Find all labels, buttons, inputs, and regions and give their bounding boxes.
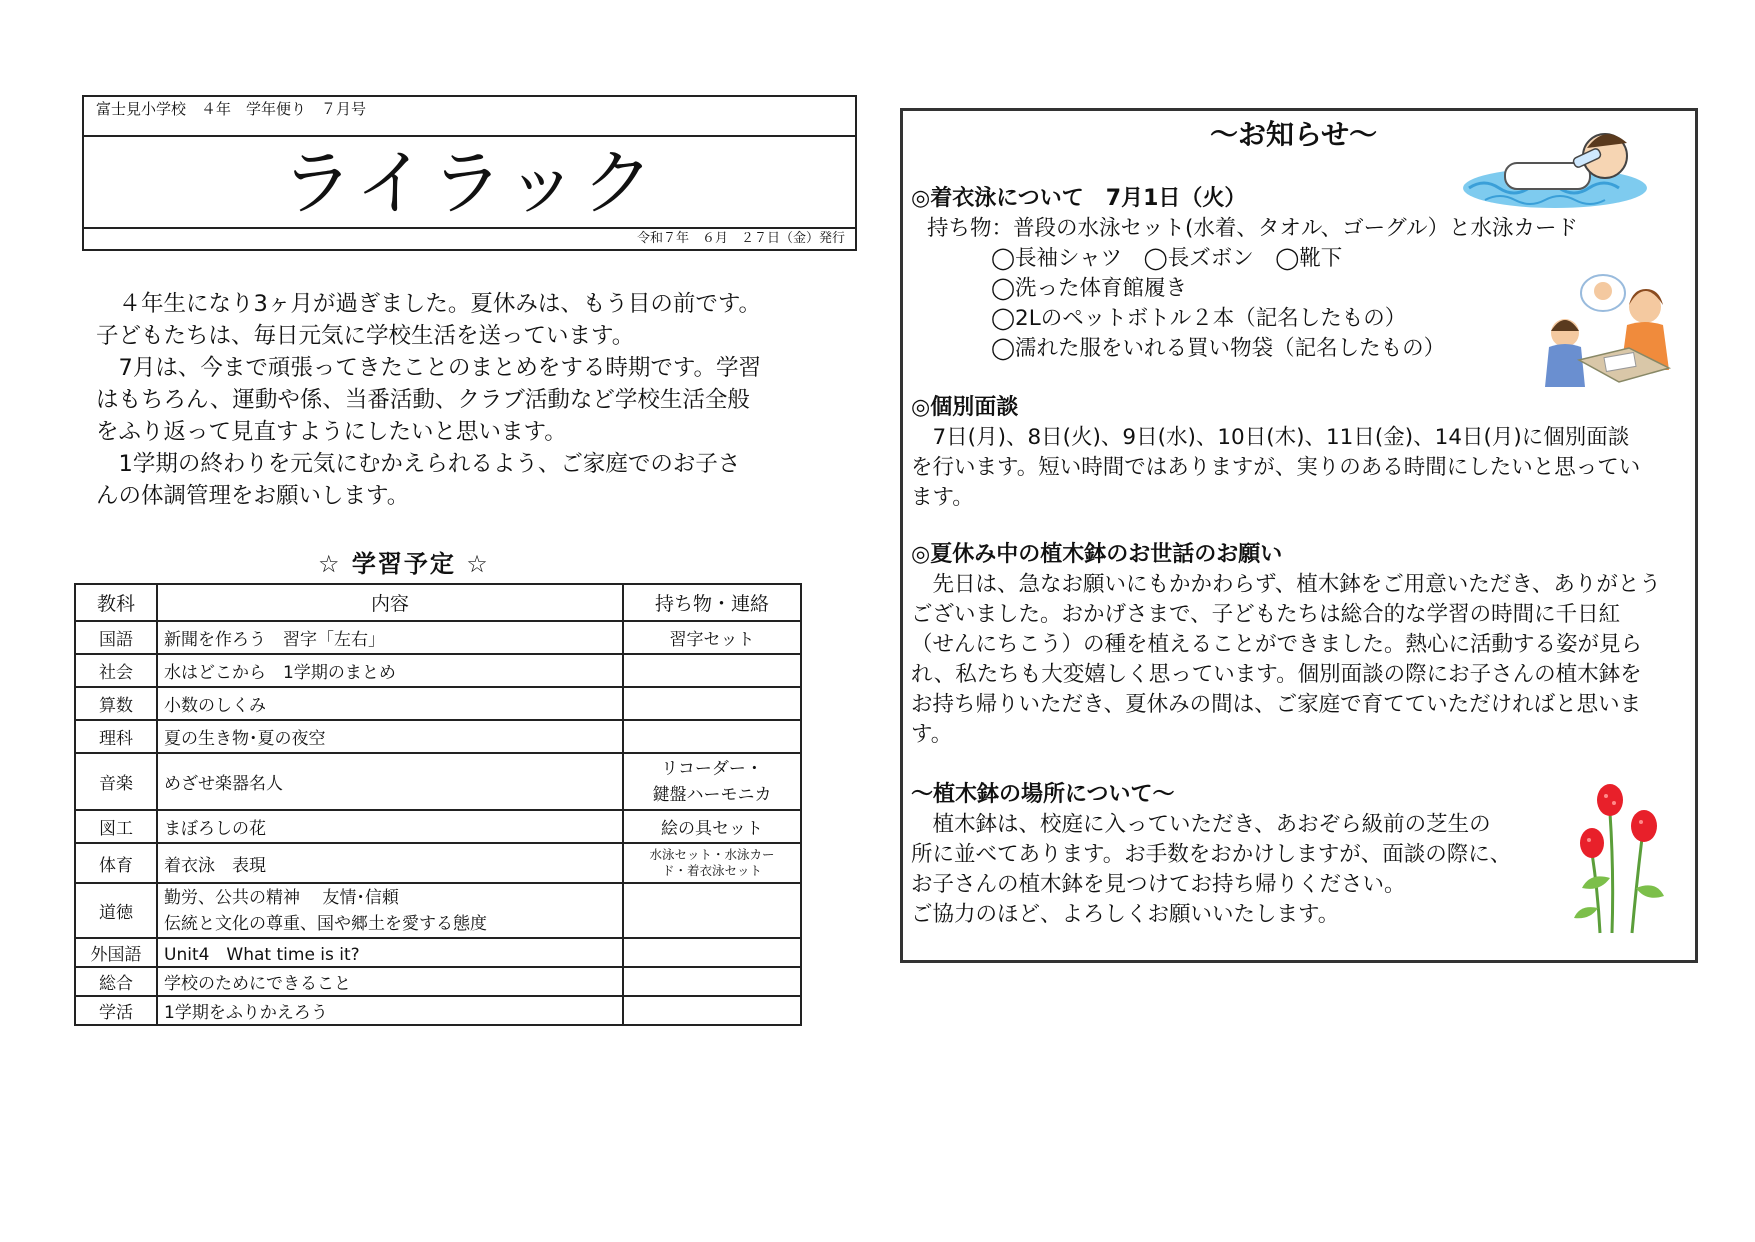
interview-heading: ◎個別面談 [911, 395, 1019, 420]
subject-cell: 外国語 [75, 938, 157, 967]
table-row [75, 967, 801, 996]
subject-cell: 音楽 [75, 753, 157, 810]
notices-title: ～お知らせ～ [1210, 118, 1378, 151]
subject-cell: 体育 [75, 843, 157, 883]
content-cell: まぼろしの花 [157, 810, 623, 843]
table-row [75, 687, 801, 720]
plants-line: お持ち帰りいただき、夏休みの間は、ご家庭で育てていただければと思いま [911, 692, 1642, 717]
location-section [911, 780, 1561, 930]
items-cell: 水泳セット・水泳カー ド・着衣泳セット [623, 843, 801, 883]
interview-line: を行います。短い時間ではありますが、実りのある時間にしたいと思ってい [911, 455, 1641, 480]
globe-amaranth-flower-illustration [1570, 778, 1675, 938]
table-row [75, 654, 801, 687]
newsletter-header [82, 95, 857, 251]
content-cell: めざせ楽器名人 [157, 753, 623, 810]
items-cell [623, 996, 801, 1025]
location-line: ご協力のほど、よろしくお願いいたします。 [911, 902, 1340, 927]
items-cell [623, 967, 801, 996]
plants-line: す。 [911, 722, 953, 747]
items-cell: 習字セット [623, 621, 801, 654]
header-subject: 教科 [75, 584, 157, 621]
swim-line: ◯長袖シャツ ◯長ズボン ◯靴下 [991, 246, 1343, 271]
table-row [75, 843, 801, 883]
intro-line: はもちろん、運動や係、当番活動、クラブ活動など学校生活全般 [96, 387, 750, 413]
location-line: お子さんの植木鉢を見つけてお持ち帰りください。 [911, 872, 1406, 897]
table-row [75, 883, 801, 938]
intro-line: んの体調管理をお願いします。 [96, 483, 410, 509]
newsletter-title: ライラック [84, 137, 855, 229]
swim-line: 持ち物：普段の水泳セット(水着、タオル、ゴーグル）と水泳カード [927, 216, 1579, 241]
table-row [75, 720, 801, 753]
content-cell: 勤労、公共の精神 友情･信頼 伝統と文化の尊重、国や郷土を愛する態度 [157, 883, 623, 938]
swim-line: ◯洗った体育館履き [991, 276, 1188, 301]
intro-line: 子どもたちは、毎日元気に学校生活を送っています。 [96, 323, 635, 349]
intro-line: をふり返って見直すようにしたいと思います。 [96, 419, 567, 445]
content-cell: 1学期をふりかえろう [157, 996, 623, 1025]
header-items: 持ち物・連絡 [623, 584, 801, 621]
items-cell [623, 720, 801, 753]
content-cell: 学校のためにできること [157, 967, 623, 996]
items-cell [623, 654, 801, 687]
items-cell [623, 883, 801, 938]
location-line: 所に並べてあります。お手数をおかけしますが、面談の際に、 [911, 842, 1512, 867]
schedule-title: ☆ 学習予定 ☆ [318, 550, 490, 578]
intro-line: ４年生になり3ヶ月が過ぎました。夏休みは、もう目の前です。 [96, 291, 762, 317]
plants-line: （せんにちこう）の種を植えることができました。熱心に活動する姿が見ら [911, 632, 1643, 657]
subject-cell: 理科 [75, 720, 157, 753]
items-cell [623, 687, 801, 720]
interview-line: 7日(月)、8日(火)、9日(水)、10日(木)、11日(金)、14日(月)に個別面談 [911, 425, 1630, 450]
content-cell: 水はどこから 1学期のまとめ [157, 654, 623, 687]
plants-line: ございました。おかげさまで、子どもたちは総合的な学習の時間に千日紅 [911, 602, 1621, 627]
content-cell: 新聞を作ろう 習字「左右」 [157, 621, 623, 654]
subject-cell: 社会 [75, 654, 157, 687]
subject-cell: 総合 [75, 967, 157, 996]
location-heading: ～植木鉢の場所について～ [911, 782, 1175, 807]
intro-text [96, 288, 816, 512]
intro-line: 7月は、今まで頑張ってきたことのまとめをする時期です。学習 [96, 355, 762, 381]
schedule-table [74, 583, 802, 1026]
header-content: 内容 [157, 584, 623, 621]
subject-cell: 国語 [75, 621, 157, 654]
intro-line: 1学期の終わりを元気にむかえられるよう、ご家庭でのお子さ [96, 451, 741, 477]
table-row [75, 996, 801, 1025]
table-row [75, 810, 801, 843]
content-cell: Unit4 What time is it? [157, 938, 623, 967]
plants-section [911, 540, 1689, 750]
table-row [75, 621, 801, 654]
content-cell: 夏の生き物･夏の夜空 [157, 720, 623, 753]
items-cell [623, 938, 801, 967]
issue-date: 令和７年 ６月 ２７日（金）発行 [636, 231, 845, 246]
school-line: 富士見小学校 ４年 学年便り ７月号 [84, 97, 855, 137]
subject-cell: 図工 [75, 810, 157, 843]
location-line: 植木鉢は、校庭に入っていただき、あおぞら級前の芝生の [911, 812, 1491, 837]
items-cell: リコーダー・ 鍵盤ハーモニカ [623, 753, 801, 810]
items-cell: 絵の具セット [623, 810, 801, 843]
content-cell: 着衣泳 表現 [157, 843, 623, 883]
swim-line: ◯2Lのペットボトル２本（記名したもの） [991, 306, 1407, 331]
subject-cell: 算数 [75, 687, 157, 720]
subject-cell: 道徳 [75, 883, 157, 938]
table-header-row [75, 584, 801, 621]
plants-line: 先日は、急なお願いにもかかわらず、植木鉢をご用意いただき、ありがとう [911, 572, 1661, 597]
interview-section [911, 393, 1689, 513]
interview-line: ます。 [911, 485, 974, 510]
table-row [75, 938, 801, 967]
swim-heading: ◎着衣泳について 7月1日（火） [911, 186, 1247, 211]
subject-cell: 学活 [75, 996, 157, 1025]
swim-line: ◯濡れた服をいれる買い物袋（記名したもの） [991, 336, 1446, 361]
plants-heading: ◎夏休み中の植木鉢のお世話のお願い [911, 542, 1283, 567]
table-row [75, 753, 801, 810]
swim-section [911, 184, 1689, 364]
plants-line: れ、私たちも大変嬉しく思っています。個別面談の際にお子さんの植木鉢を [911, 662, 1642, 687]
content-cell: 小数のしくみ [157, 687, 623, 720]
